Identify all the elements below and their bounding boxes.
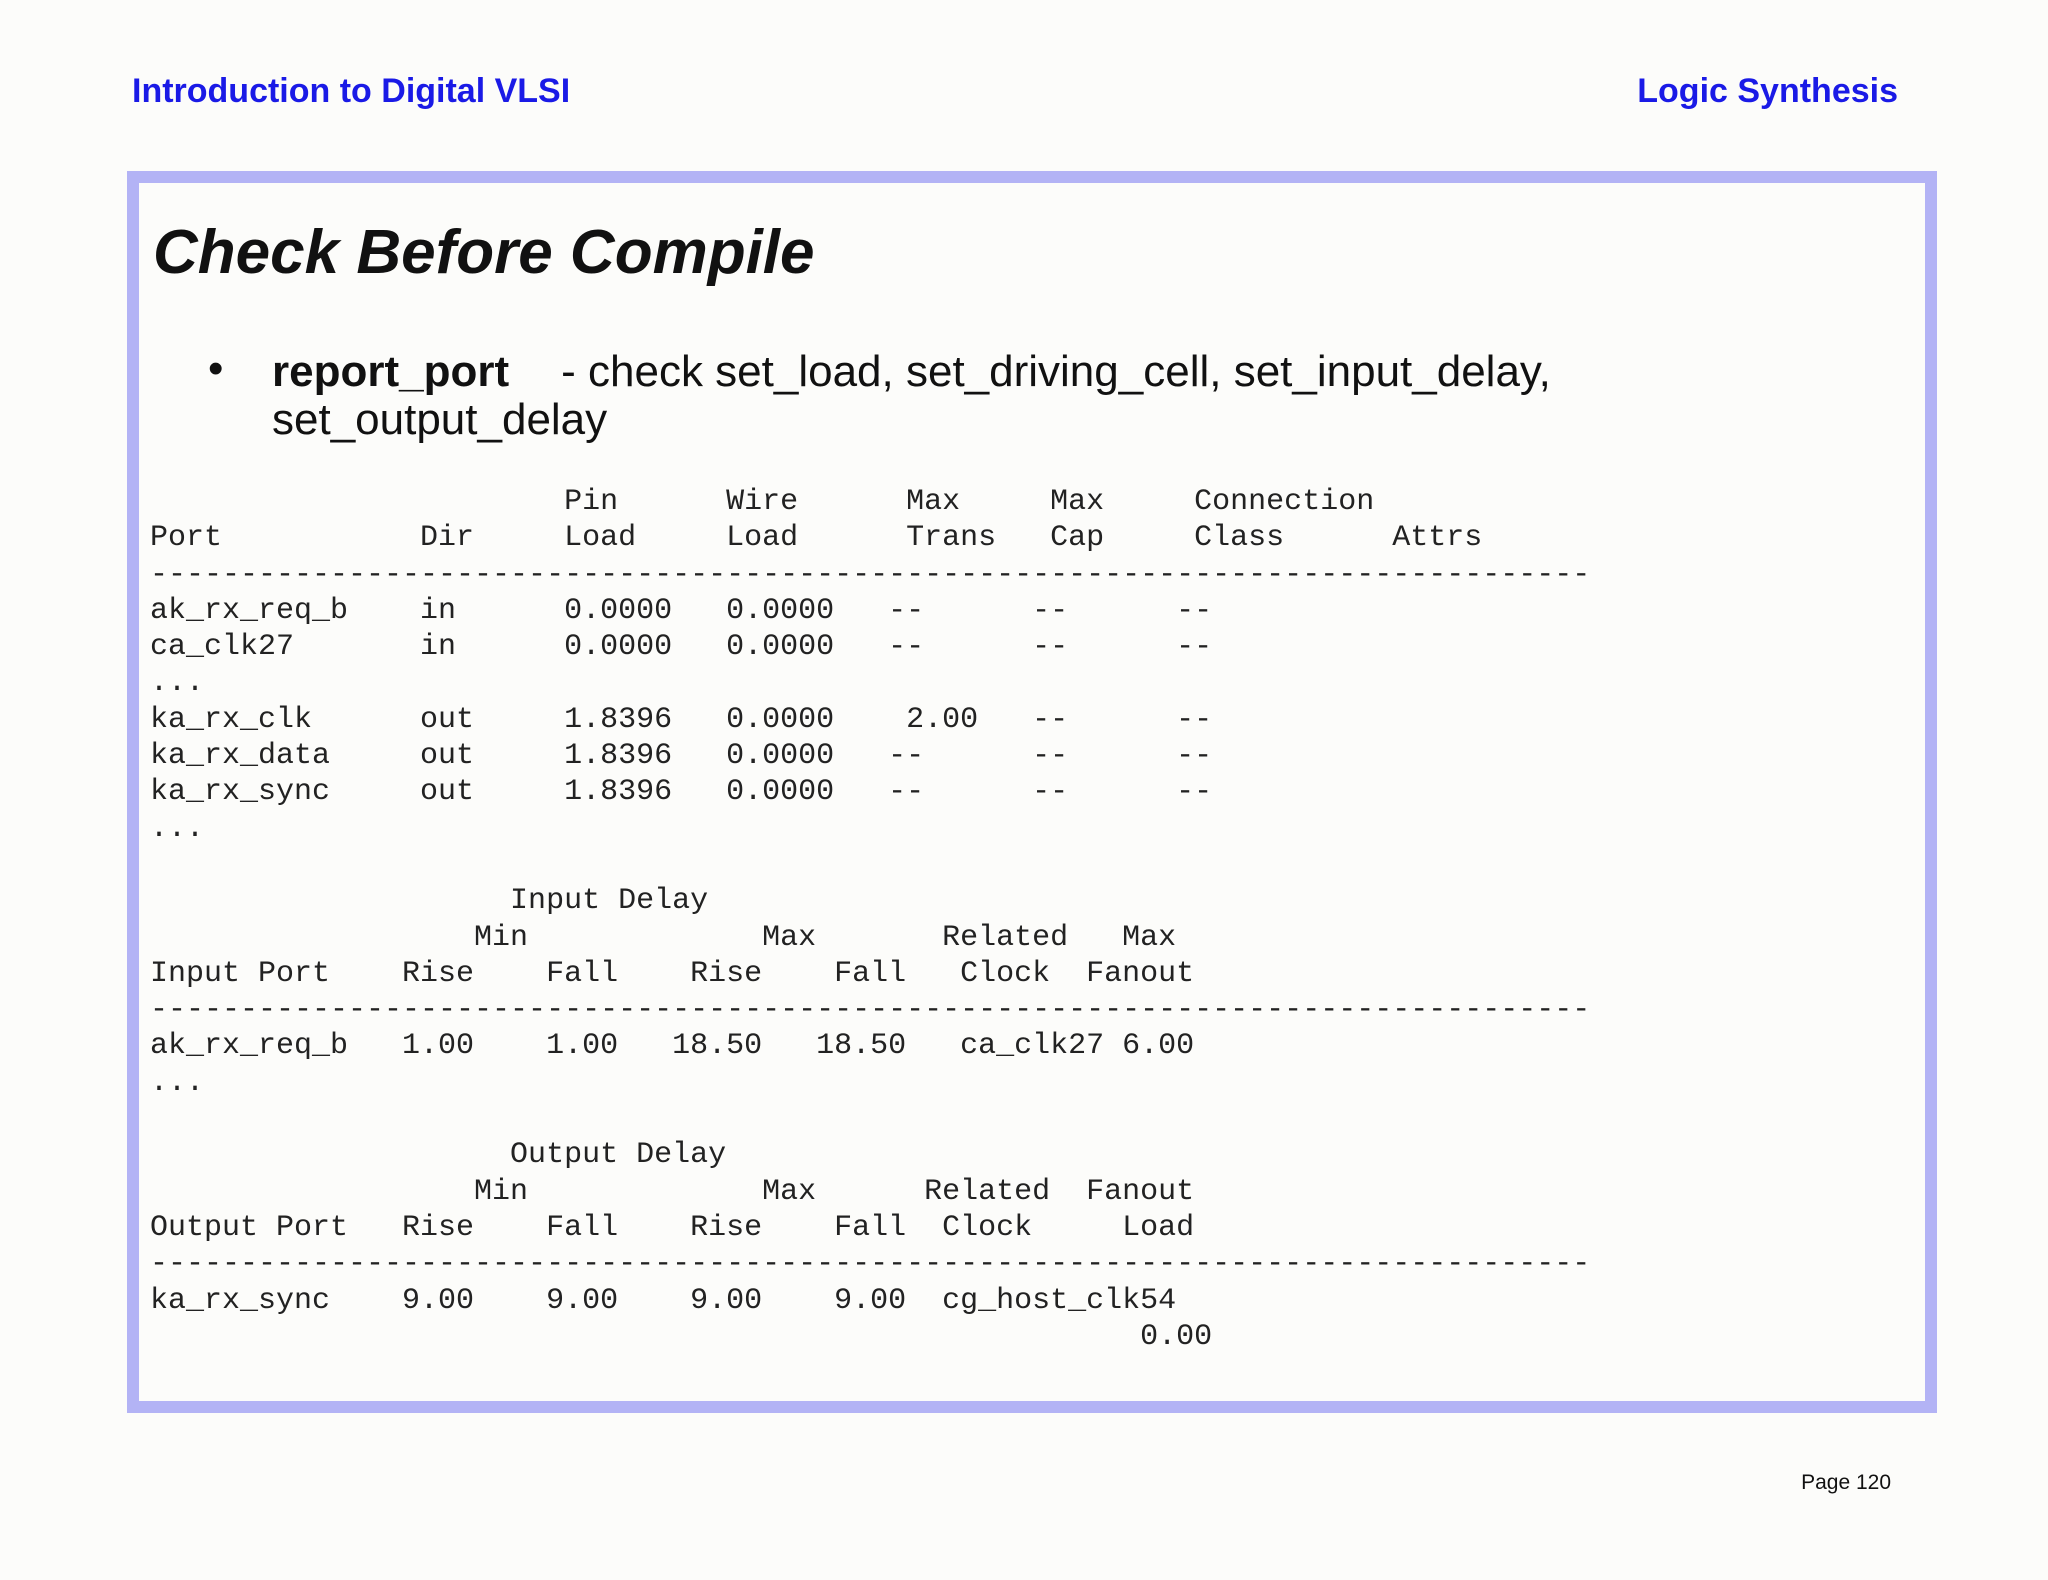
page-number: Page 120 [1801, 1471, 1891, 1494]
report-line: ka_rx_clk out 1.8396 0.0000 2.00 -- -- [150, 702, 1213, 737]
report-line: -------------------------------------------------------------------------------- [150, 1247, 1591, 1282]
command-description: - check set_load, set_driving_cell, set_input_delay, set_output_delay [272, 347, 1551, 444]
report-line: ca_clk27 in 0.0000 0.0000 -- -- -- [150, 630, 1213, 665]
report-line: ka_rx_sync out 1.8396 0.0000 -- -- -- [150, 775, 1213, 810]
report-line: 0.00 [150, 1319, 1213, 1354]
report-line: ... [150, 666, 205, 701]
report-output [150, 484, 1590, 1355]
slide-title: Check Before Compile [153, 218, 815, 287]
report-line: ak_rx_req_b in 0.0000 0.0000 -- -- -- [150, 593, 1213, 628]
report-line: Port Dir Load Load Trans Cap Class Attrs [150, 521, 1483, 556]
command-name: report_port [272, 347, 510, 396]
report-line: Input Port Rise Fall Rise Fall Clock Fanout [150, 956, 1195, 991]
report-line: -------------------------------------------------------------------------------- [150, 557, 1591, 592]
bullet-text [272, 348, 1732, 444]
course-title: Introduction to Digital VLSI [132, 72, 571, 110]
report-line: Input Delay [150, 884, 709, 919]
report-line [150, 1101, 1590, 1137]
report-line: -------------------------------------------------------------------------------- [150, 993, 1591, 1028]
report-line: Min Max Related Max [150, 920, 1177, 955]
report-line: ak_rx_req_b 1.00 1.00 18.50 18.50 ca_clk27 6.00 [150, 1029, 1195, 1064]
report-line [150, 847, 1590, 883]
report-line: Output Port Rise Fall Rise Fall Clock Load [150, 1210, 1195, 1245]
report-line: Pin Wire Max Max Connection [150, 485, 1375, 519]
report-line: Output Delay [150, 1138, 727, 1173]
report-line: Min Max Related Fanout [150, 1174, 1195, 1209]
section-title: Logic Synthesis [1637, 72, 1898, 110]
report-line: ... [150, 1065, 205, 1100]
bullet-marker: • [208, 344, 224, 393]
report-line: ... [150, 811, 205, 846]
report-line: ka_rx_sync 9.00 9.00 9.00 9.00 cg_host_clk54 [150, 1283, 1177, 1318]
report-line: ka_rx_data out 1.8396 0.0000 -- -- -- [150, 739, 1213, 774]
